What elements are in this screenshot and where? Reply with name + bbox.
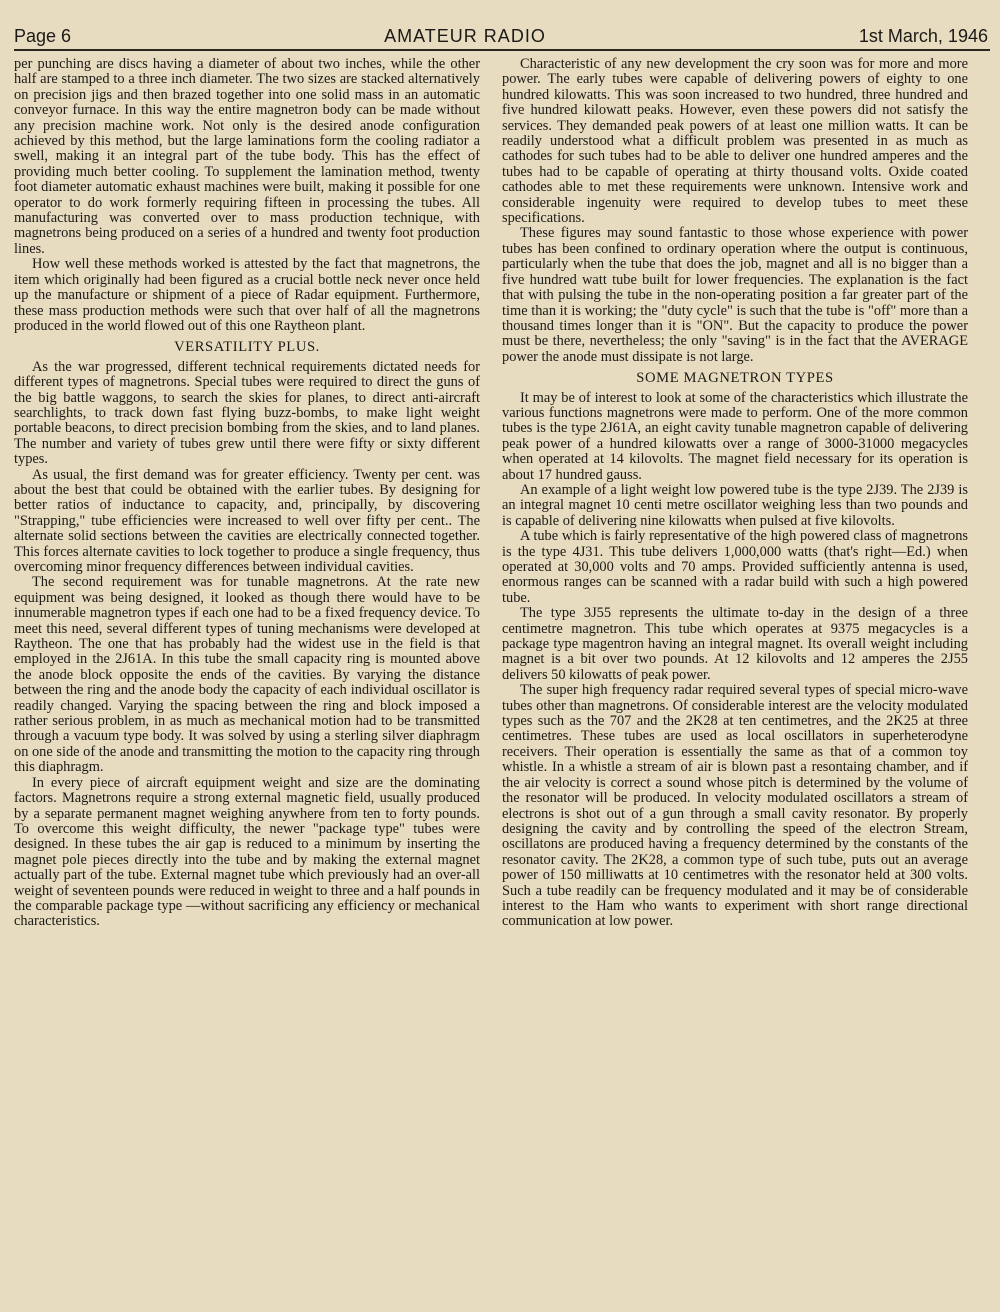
page-number: Page 6	[14, 26, 72, 46]
publication-title: AMATEUR RADIO	[384, 26, 546, 46]
section-heading: VERSATILITY PLUS.	[174, 339, 320, 356]
left-column	[14, 57, 480, 930]
paragraph: These figures may sound fantastic to those whose experience with power tubes has been confined to ordinary operation where the output is continuous, particularly when the tube that does the job, magnet and all is no bigger than a five hundred watt tube built for lower frequencies. The explanation is the fact that with pulsing the tube in the non-operating position a far greater part of the time than it is working; the "duty cycle" is such that the tube is "off" more than a thousand times longer than it is "ON". But the capacity to produce the power must be there, nevertheless; the only "saving" is in the fact that the AVERAGE power the anode must dissipate is not large.	[502, 225, 968, 365]
paragraph: It may be of interest to look at some of the characteristics which illustrate the various functions magnetrons were made to perform. One of the more common tubes is the type 2J61A, an eight cavity tunable magnetron capable of delivering peak power of a hundred kilowatts over a range of 3000-31000 megacycles when operated at 14 kilovolts. The magnet field necessary for its operation is about 17 hundred gauss.	[502, 389, 968, 483]
right-column	[502, 57, 968, 930]
paragraph: How well these methods worked is attested by the fact that magnetrons, the item which originally had been figured as a crucial bottle neck never once held up the manufacture or shipment of a piece of Radar equipment. Furthermore, these mass production methods were such that over half of all the magnetrons produced in the world flowed out of this one Raytheon plant.	[14, 256, 480, 334]
paragraph: As the war progressed, different technical requirements dictated needs for different types of magnetrons. Special tubes were required to direct the guns of the big battle waggons, to search the skies for planes, to direct anti-aircraft searchlights, to track down fast flying buzz-bombs, to make light weight portable beacons, to direct precision bombing from the skies, and to land planes. The number and variety of tubes grew until there were fifty or sixty different types.	[14, 358, 480, 468]
paragraph: Characteristic of any new development the cry soon was for more and more power. The early tubes were capable of delivering powers of eighty to one hundred kilowatts. This was soon increased to two hundred, three hundred and five hundred kilowatt peaks. However, even these powers did not satisfy the services. They demanded peak powers of at least one million watts. It can be readily understood what a difficult problem was presented in as much as cathodes for such tubes had to be able to deliver one hundred amperes and the tubes had to be capable of operating at thirty thousand volts. Oxide coated cathodes able to met these requirements were unknown. Intensive work and considerable ingenuity were required to develop tubes to meet these specifications.	[502, 56, 968, 227]
paragraph: The second requirement was for tunable magnetrons. At the rate new equipment was being designed, it looked as though there would have to be innumerable magnetron types if each one had to be a fixed frequency device. To meet this need, several different types of tuning mechanisms were developed at Raytheon. The one that has probably had the widest use in the field is that employed in the 2J61A. In this tube the small capacity ring is mounted above the anode block opposite the ends of the cavities. By varying the distance between the ring and the anode body the capacity of each individual oscillator is readily changed. Varying the spacing between the ring and block imposed a rather serious problem, in as much as mechanical motion had to be transmitted through a vacuum type body. It was solved by using a sterling silver diaphragm on one side of the anode and transmitting the motion to the capacity ring through this diaphragm.	[14, 574, 480, 776]
paragraph: A tube which is fairly representative of the high powered class of magnetrons is the type 4J31. This tube delivers 1,000,000 watts (that's right—Ed.) when operated at 30,000 volts and 70 amps. Provided sufficiently antenna is used, enormous ranges can be scanned with a radar build with such a high powered tube.	[502, 528, 968, 606]
paragraph: The super high frequency radar required several types of special micro-wave tubes other than magnetrons. Of considerable interest are the velocity modulated types such as the 707 and the 2K28 at ten centimetres, and the 2K25 at three centimetres. These tubes are used as local oscillators in superheterodyne receivers. Their operation is essentially the same as that of a common toy whistle. In a whistle a stream of air is blown past a resontaing chamber, and if the air velocity is correct a sound whose pitch is determined by the volume of the resonator will be produced. In velocity modulated oscillators a stream of electrons is shot out of a gun through a small cavity resonator. By properly designing the cavity and by controlling the speed of the electron Stream, oscillatons are produced having a frequency determined by the constants of the resonator cavity. The 2K28, a common type of such tube, puts out an average power of 150 milliwatts at 10 centimetres with the resonator held at 300 volts. Such a tube readily can be frequency modulated and it may be of considerable interest to the Ham who wants to experiment with short range directional communication at low power.	[502, 682, 968, 930]
paragraph: The type 3J55 represents the ultimate to-day in the design of a three centimetre magnetron. This tube which operates at 9375 megacycles is a package type magentron having an integral magnet. Its overall weight including magnet is a bit over two pounds. At 12 kilovolts and 12 amperes the 2J55 delivers 50 kilowatts of peak power.	[502, 605, 968, 683]
article-columns	[14, 57, 990, 930]
paragraph: As usual, the first demand was for greater efficiency. Twenty per cent. was about the best that could be obtained with the earlier tubes. By designing for better ratios of inductance to capacity, and, principally, by discovering "Strapping," tube efficiencies were increased to well over fifty per cent.. The alternate solid sections between the cavities are electrically connected together. This forces alternate cavities to lock together to produce a single frequency, thus overcoming minor frequency differences between individual cavities.	[14, 466, 480, 575]
paragraph: per punching are discs having a diameter of about two inches, while the other half are stamped to a three inch diameter. The two sizes are stacked alternatively on precision jigs and then brazed together into one solid mass in an automatic conveyor furnace. In this way the entire magnetron body can be made without any precision machine work. Not only is the desired anode configuration achieved by this method, but the large laminations form the cooling radiator a swell, making it an integral part of the tube body. This has the effect of providing much better cooling. To supplement the lamination method, twenty foot diameter automatic exhaust machines were built, making it possible for one operator to do work formerly requiring fifteen in processing the tubes. All manufacturing was converted over to mass production technique, with magnetrons being produced on a series of a hundred and twenty foot production lines.	[14, 56, 480, 257]
paragraph: An example of a light weight low powered tube is the type 2J39. The 2J39 is an integral magnet 10 centi metre oscillator weighing less than two pounds and is capable of delivering nine kilowatts when pulsed at five kilovolts.	[502, 481, 968, 529]
issue-date: 1st March, 1946	[858, 26, 988, 46]
page-header	[14, 26, 990, 47]
header-rule	[14, 49, 990, 51]
paragraph: In every piece of aircraft equipment weight and size are the dominating factors. Magnetrons require a strong external magnetic field, usually produced by a separate permanent magnet weighing anywhere from ten to forty pounds. To overcome this weight difficulty, the newer "package type" tubes were designed. In these tubes the air gap is reduced to a minimum by inserting the magnet pole pieces directly into the tube and by making the external magnet actually part of the tube. External magnet tube which previously had an over-all weight of seventeen pounds were reduced in weight to three and a half pounds in the comparable package type —without sacrificing any efficiency or mechanical characteristics.	[14, 774, 480, 930]
section-heading: SOME MAGNETRON TYPES	[636, 370, 834, 387]
